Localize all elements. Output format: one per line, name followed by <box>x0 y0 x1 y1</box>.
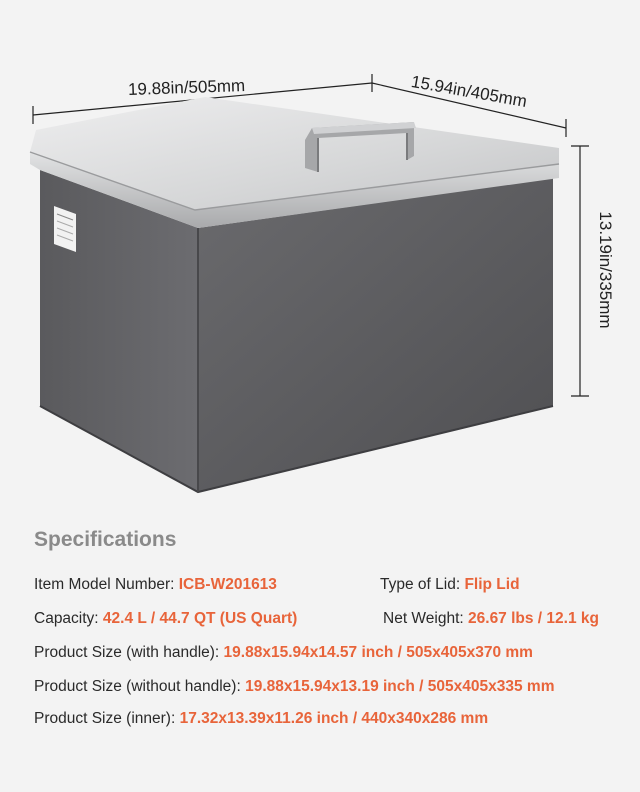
spec-size-with-handle <box>34 644 533 662</box>
spec-weight-value: 26.67 lbs / 12.1 kg <box>468 610 599 627</box>
spec-capacity <box>34 610 297 628</box>
spec-size-with-handle-value: 19.88x15.94x14.57 inch / 505x405x370 mm <box>223 644 533 661</box>
spec-size-without-handle-label: Product Size (without handle): <box>34 678 246 695</box>
height-dimension-label: 13.19in/335mm <box>596 211 615 329</box>
specifications-section <box>34 528 634 727</box>
spec-size-inner <box>34 710 488 728</box>
spec-size-inner-label: Product Size (inner): <box>34 710 180 727</box>
spec-model-value: ICB-W201613 <box>178 576 277 593</box>
width-dimension-label: 19.88in/505mm <box>127 75 246 100</box>
spec-label-sticker <box>54 206 76 252</box>
spec-weight-label: Net Weight: <box>383 610 469 627</box>
spec-size-with-handle-label: Product Size (with handle): <box>34 644 224 661</box>
spec-size-without-handle-value: 19.88x15.94x13.19 inch / 505x405x335 mm <box>245 678 555 695</box>
spec-capacity-label: Capacity: <box>34 610 103 627</box>
spec-lid-label: Type of Lid: <box>380 576 465 593</box>
spec-model-label: Item Model Number: <box>34 576 179 593</box>
cooler-front-panel <box>198 178 553 492</box>
depth-dimension-label: 15.94in/405mm <box>409 72 529 112</box>
spec-size-inner-value: 17.32x13.39x11.26 inch / 440x340x286 mm <box>179 710 489 727</box>
specifications-heading: Specifications <box>34 528 177 551</box>
spec-model <box>34 576 277 594</box>
spec-weight <box>383 610 599 628</box>
spec-capacity-value: 42.4 L / 44.7 QT (US Quart) <box>102 610 298 627</box>
spec-lid <box>380 576 520 594</box>
spec-lid-value: Flip Lid <box>464 576 520 593</box>
spec-size-without-handle <box>34 678 554 696</box>
